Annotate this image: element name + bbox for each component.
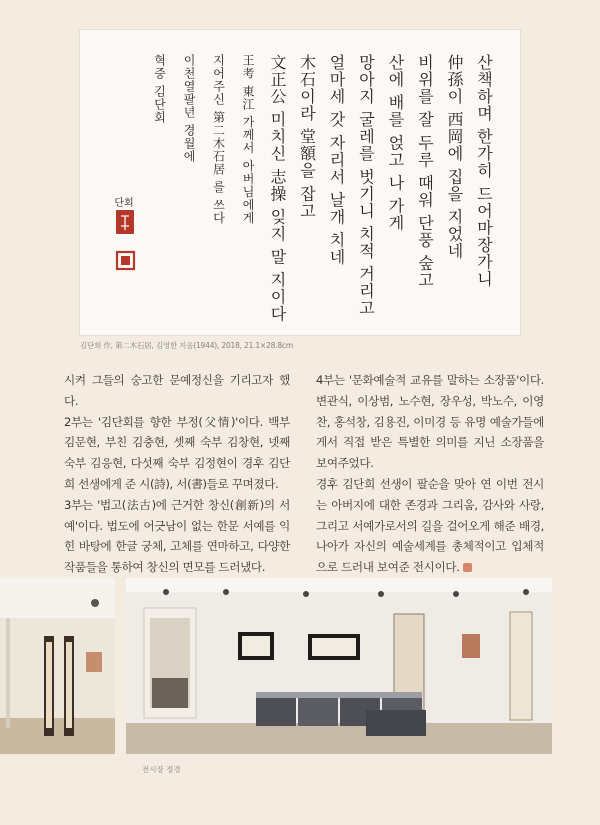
calligraphy-column-5: 망아지 굴레를 벗기니 치적 거리고	[356, 54, 376, 317]
calligraphy-column-3: 비위를 잘 두루 때워 단풍 숲고	[415, 54, 435, 289]
artwork-caption: 김단희 作, 第二木石居, 김영한 지음(1944), 2018, 21.1×28.8cm	[80, 341, 293, 350]
calligraphy-column-8: 文正公 미치신 志操 잊지 말 지이다	[268, 54, 287, 323]
calligraphy-drawing	[80, 30, 520, 335]
body-column-right	[316, 370, 544, 578]
paragraph: 시켜 그들의 숭고한 문예정신을 기리고자 했다.	[64, 373, 290, 408]
calligraphy-column-12: 혁중 김단회	[152, 54, 167, 124]
calligraphy-column-9: 王考 東江 가께서 아버님에게	[241, 54, 255, 225]
exhibition-photo-left	[0, 578, 115, 754]
calligraphy-column-6: 얼마세 갓 자리서 날개 치네	[327, 54, 346, 266]
calligraphy-column-1: 산책하며 한가히 드어마장가니	[474, 54, 494, 288]
paragraph-text: 경후 김단희 선생이 팔순을 맞아 연 이번 전시는 아버지에 대한 존경과 그리움, 감사와 사랑, 그리고 서예가로서의 길을 걸어오게 해준 배경, 나아가 자신의 예술세계를 총체적이고 입체적으로 드러내 보여준 전시이다.	[316, 476, 544, 575]
calligraphy-artwork	[80, 30, 520, 335]
paragraph	[316, 474, 544, 578]
paragraph: 2부는 '김단회를 향한 부정(父情)'이다. 백부 김문현, 부친 김충현, 셋째 숙부 김창현, 넷째 숙부 김응현, 다섯째 숙부 김정현이 경후 김단희 선생에게 준 시(詩), 서(書)들로 꾸며졌다.	[64, 414, 290, 491]
calligraphy-column-10: 지어주신 第二木石居 를 쓰다	[211, 54, 226, 225]
paragraph: 4부는 '문화예술적 교유를 말하는 소장품'이다. 변관식, 이상범, 노수현, 장우성, 박노수, 이영찬, 홍석창, 김용진, 이미경 등 유명 예술가들에게서 직접 받은 특별한 의미를 지닌 소장품을 보여주었다.	[316, 373, 544, 471]
calligraphy-column-7: 木石이라 堂額을 잡고	[297, 54, 317, 220]
exhibition-photo-right	[126, 578, 552, 754]
collector-seal-icon	[117, 252, 134, 269]
calligraphy-column-2: 仲孫이 西岡에 집을 지었네	[445, 54, 464, 260]
body-column-left	[64, 370, 290, 578]
paragraph: 3부는 '법고(法古)에 근거한 창신(創新)의 서예'이다. 법도에 어긋남이 없는 한문 서예를 익힌 바탕에 한글 궁체, 고체를 연마하고, 다양한 작품들을 통하여 창신의 면모를 드러냈다.	[64, 497, 290, 575]
end-mark-icon	[463, 563, 472, 572]
artist-seal-icon	[116, 210, 134, 234]
calligraphy-column-11: 이천열팔년 경월에	[182, 54, 196, 163]
photo-caption: 전시장 정경	[142, 765, 181, 774]
calligraphy-column-4: 산에 배를 얹고 나 가게	[386, 54, 405, 232]
signature-text: 단회	[114, 198, 134, 209]
